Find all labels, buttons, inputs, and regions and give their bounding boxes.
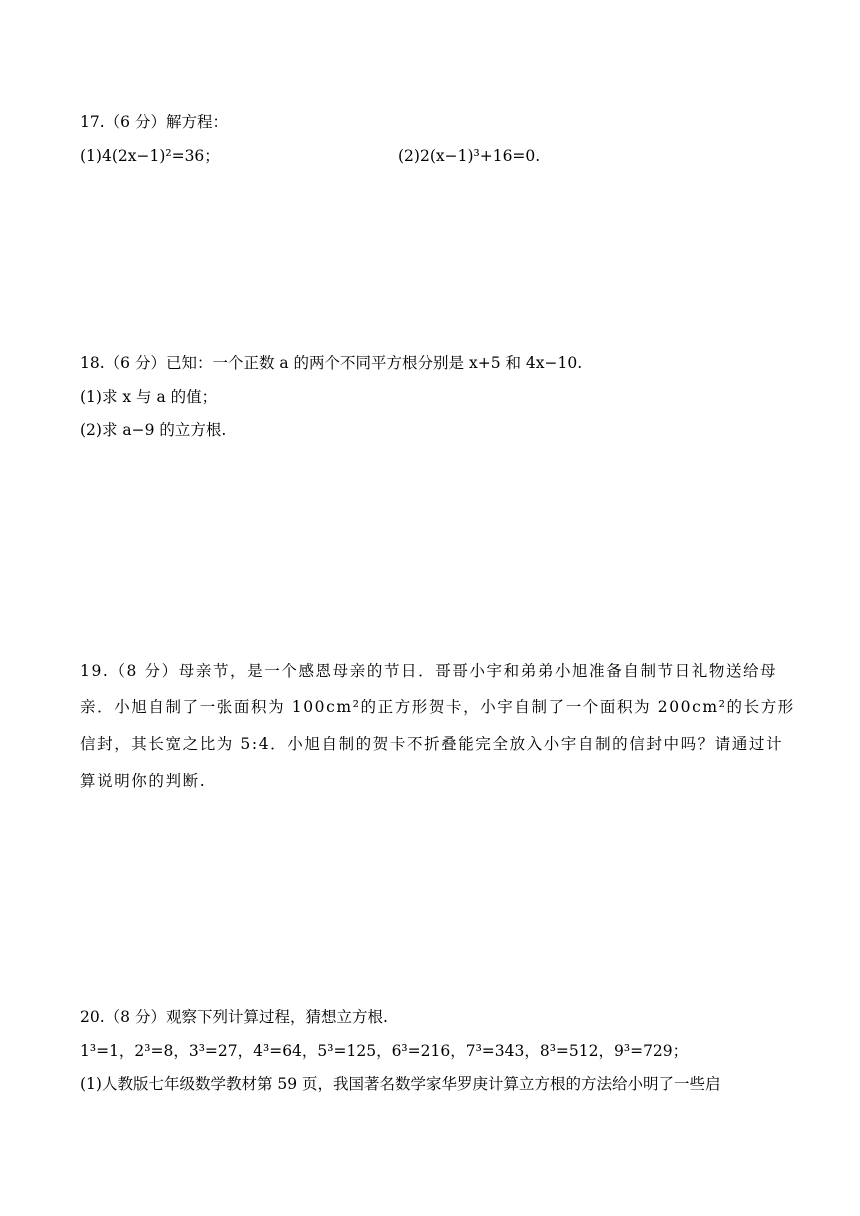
q17-heading: 17.（6 分）解方程： [80,113,228,131]
q20-heading: 20.（8 分）观察下列计算过程，猜想立方根. [80,1008,388,1026]
q19-line1: 19.（8 分）母亲节，是一个感恩母亲的节日．哥哥小宇和弟弟小旭准备自制节日礼物送给母 [80,662,778,680]
q20-part1: (1)人教版七年级数学教材第 59 页，我国著名数学家华罗庚计算立方根的方法给小明了一些启 [80,1075,721,1093]
q19-line3: 信封，其长宽之比为 5:4．小旭自制的贺卡不折叠能完全放入小宇自制的信封中吗？请通过计 [80,735,784,753]
q17-part2: (2)2(x−1)³+16=0. [398,147,541,165]
q18-heading: 18.（6 分）已知：一个正数 a 的两个不同平方根分别是 x+5 和 4x−10. [80,354,583,372]
q19-line2: 亲．小旭自制了一张面积为 100cm²的正方形贺卡，小宇自制了一个面积为 200cm²的长方形 [80,698,795,716]
q17-part1: (1)4(2x−1)²=36； [80,147,220,165]
q20-cubes: 1³=1，2³=8，3³=27，4³=64，5³=125，6³=216，7³=343，8³=512，9³=729； [80,1042,689,1060]
q18-part1: (1)求 x 与 a 的值； [80,388,218,406]
q18-part2: (2)求 a−9 的立方根. [80,421,227,439]
q19-line4: 算说明你的判断. [80,772,207,790]
